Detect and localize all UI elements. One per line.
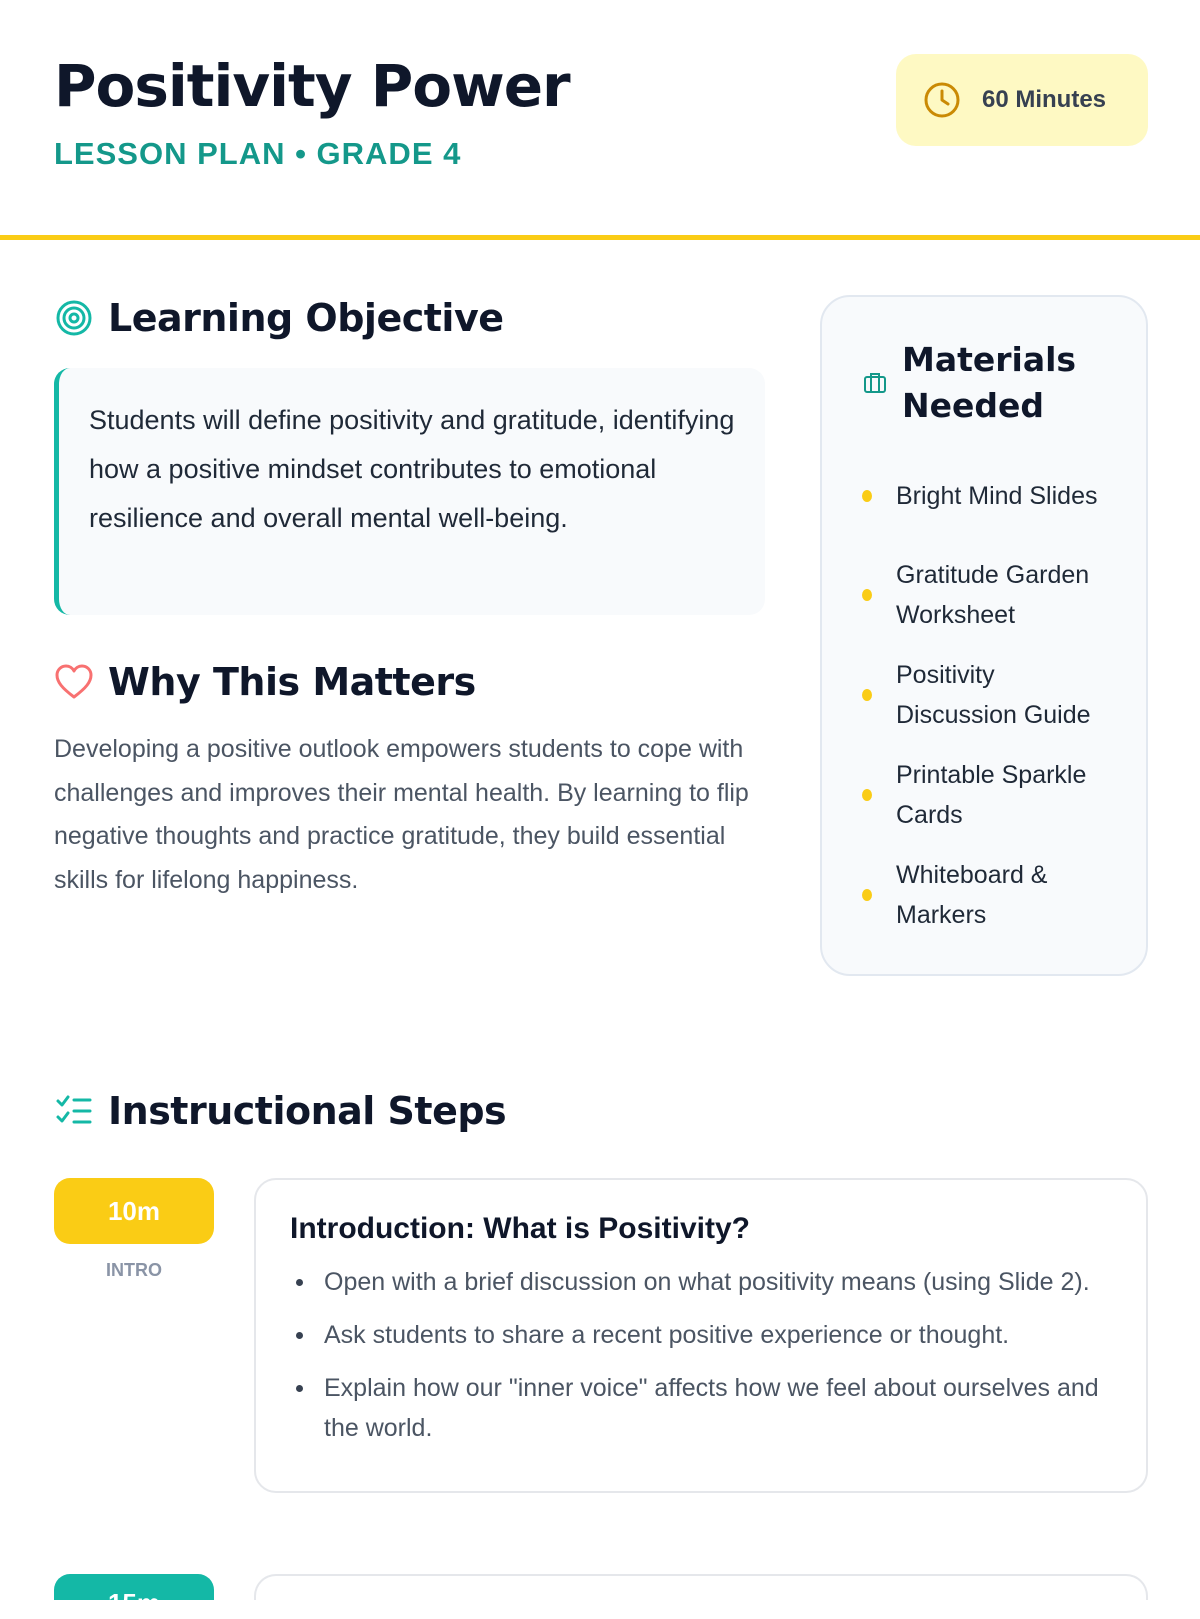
page-title: Positivity Power [54,52,570,120]
step-bullet-list [290,1262,1112,1448]
bullet-dot-icon [862,589,872,601]
bullet-dot-icon [862,490,872,502]
material-label: Gratitude Garden Worksheet [896,561,1090,629]
target-icon [54,298,94,338]
material-item [862,755,1122,835]
step-title: Introduction: What is Positivity? [290,1212,750,1245]
steps-heading-row [54,1089,506,1133]
bullet-dot-icon [862,889,872,901]
step-card [254,1574,1148,1600]
duration-text: 60 Minutes [982,86,1107,113]
duration-badge [896,54,1148,146]
clock-icon [922,80,962,120]
step-bullet: Open with a brief discussion on what positivity means (using Slide 2). [290,1262,1112,1302]
materials-list [862,457,1122,955]
step-bullet: Ask students to share a recent positive experience or thought. [290,1315,1112,1355]
step-label: INTRO [106,1260,162,1280]
objective-heading: Learning Objective [108,296,504,340]
material-item [862,555,1122,635]
objective-text: Students will define positivity and gratitude, identifying how a positive mindset contributes to emotional resilience and overall mental well-being. [54,368,765,615]
why-heading-row [54,660,476,704]
briefcase-icon [862,370,888,396]
step-bullet: Explain how our "inner voice" affects how we feel about ourselves and the world. [290,1368,1112,1448]
bullet-dot-icon [862,689,872,701]
material-label: Printable Sparkle Cards [896,761,1087,829]
material-label: Bright Mind Slides [896,482,1098,510]
materials-heading-row [862,337,1102,429]
bullet-dot-icon [862,789,872,801]
why-heading: Why This Matters [108,660,476,704]
material-label: Whiteboard & Markers [896,861,1048,929]
material-label: Positivity Discussion Guide [896,661,1091,729]
objective-heading-row [54,296,504,340]
step-card [254,1178,1148,1493]
lesson-subtitle: LESSON PLAN • GRADE 4 [54,136,462,171]
material-item [862,457,1122,535]
materials-panel [820,295,1148,976]
step-time-badge: 10m [54,1178,214,1244]
lesson-header [0,0,1200,240]
step-time-badge: 15m [54,1574,214,1600]
checklist-icon [54,1091,94,1131]
materials-heading: Materials Needed [902,340,1077,425]
material-item [862,855,1122,935]
heart-icon [54,662,94,702]
steps-heading: Instructional Steps [108,1089,507,1133]
why-text: Developing a positive outlook empowers students to cope with challenges and improves their mental health. By learning to flip negative thoughts and practice gratitude, they build essential skills for lifelong happiness. [54,735,749,894]
material-item [862,655,1122,735]
